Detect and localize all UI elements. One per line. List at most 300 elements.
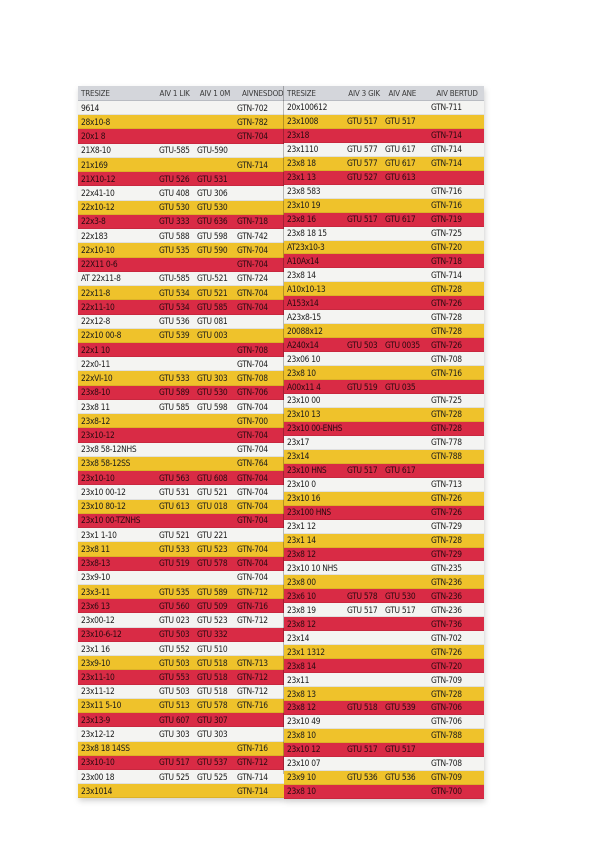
cell-g: GTN-704: [237, 486, 268, 497]
right-header-b: AIV ANE: [388, 88, 417, 98]
left-panel: [78, 86, 284, 798]
cell-a: GTU 533: [159, 373, 190, 384]
cell-size: A10Ax14: [287, 255, 319, 266]
table-row: [284, 687, 484, 701]
cell-g: GTN-708: [237, 344, 268, 355]
cell-size: 23x1014: [81, 785, 113, 796]
cell-size: 23x8 14: [287, 660, 316, 671]
cell-g: GTN-720: [431, 660, 462, 671]
cell-a: GTU 023: [159, 615, 190, 626]
cell-size: 23x10 12: [287, 744, 321, 755]
cell-b: GTU 585: [197, 301, 228, 312]
cell-b: GTU 523: [197, 543, 228, 554]
cell-a: GTU 517: [347, 604, 378, 615]
table-row: [284, 241, 484, 255]
cell-g: GTN-718: [237, 216, 268, 227]
cell-size: 23x8 12: [287, 618, 316, 629]
left-header: [78, 86, 284, 101]
cell-a: GTU 534: [159, 301, 190, 312]
table-row: [78, 357, 284, 371]
cell-g: GTN-788: [431, 451, 462, 462]
table-row: [284, 143, 484, 157]
cell-b: GTU 617: [385, 214, 416, 225]
table-row: [284, 757, 484, 771]
right-header-a: AIV 3 GIK: [348, 88, 380, 98]
table-row: [284, 213, 484, 227]
cell-g: GTN-788: [431, 730, 462, 741]
cell-size: 23x3-11: [81, 586, 111, 597]
cell-a: GTU 535: [159, 586, 190, 597]
cell-b: GTU 523: [197, 615, 228, 626]
table-row: [78, 315, 284, 329]
cell-g: GTN-704: [237, 259, 268, 270]
cell-size: 23x10 13: [287, 409, 321, 420]
cell-g: GTN-726: [431, 493, 462, 504]
cell-size: 22x183: [81, 230, 108, 241]
cell-a: GTU 539: [159, 330, 190, 341]
table-row: [284, 227, 484, 241]
cell-size: 23x10 00-TZNHS: [81, 515, 141, 526]
cell-g: GTN-718: [431, 255, 462, 266]
cell-size: 23x8 58-12SS: [81, 458, 131, 469]
cell-b: GTU 536: [385, 772, 416, 783]
table-row: [78, 756, 284, 770]
cell-size: 23x11 5-10: [81, 700, 122, 711]
cell-a: GTU 408: [159, 188, 190, 199]
cell-size: 23x11: [287, 674, 310, 685]
cell-g: GTN-708: [431, 758, 462, 769]
cell-g: GTN-716: [237, 743, 268, 754]
cell-b: GTU 517: [385, 604, 416, 615]
cell-size: 23x10 16: [287, 493, 321, 504]
cell-a: GTU 517: [347, 465, 378, 476]
cell-a: GTU 517: [159, 757, 190, 768]
table-row: [78, 784, 284, 798]
cell-g: GTN-714: [431, 269, 462, 280]
cell-size: 23x9 10: [287, 772, 316, 783]
cell-g: GTN-726: [431, 646, 462, 657]
cell-size: 23x10-10: [81, 757, 115, 768]
cell-g: GTN-235: [431, 562, 462, 573]
cell-g: GTN-711: [431, 102, 462, 113]
table-row: [284, 296, 484, 310]
cell-a: GTU 513: [159, 700, 190, 711]
cell-size: 23x10 10 NHS: [287, 562, 338, 573]
table-row: [78, 699, 284, 713]
table-row: [78, 656, 284, 670]
cell-b: GTU 525: [197, 771, 228, 782]
cell-size: 23x06 10: [287, 353, 321, 364]
table-row: [78, 742, 284, 756]
table-row: [78, 613, 284, 627]
cell-size: 21x169: [81, 159, 108, 170]
table-row: [78, 129, 284, 143]
cell-size: 22x12-8: [81, 316, 111, 327]
cell-size: 9614: [81, 102, 99, 113]
cell-size: 23x1 14: [287, 535, 316, 546]
cell-g: GTN-709: [431, 674, 462, 685]
cell-g: GTN-704: [237, 301, 268, 312]
table-row: [284, 185, 484, 199]
cell-a: GTU 518: [347, 702, 378, 713]
table-row: [78, 457, 284, 471]
cell-size: 23x8 58-12NHS: [81, 444, 137, 455]
cell-size: 23x8 18: [287, 158, 316, 169]
cell-g: GTN-712: [237, 757, 268, 768]
cell-b: GTU 578: [197, 700, 228, 711]
table-row: [78, 158, 284, 172]
left-header-a: AIV 1 LIK: [159, 88, 190, 98]
table-row: [78, 542, 284, 556]
cell-g: GTN-704: [237, 244, 268, 255]
table-row: [78, 500, 284, 514]
cell-b: GTU 306: [197, 188, 228, 199]
cell-size: 23x8 12: [287, 702, 316, 713]
table-row: [284, 338, 484, 352]
table-row: [284, 743, 484, 757]
table-row: [78, 300, 284, 314]
cell-g: GTN-714: [237, 785, 268, 796]
table-row: [284, 645, 484, 659]
table-row: [78, 770, 284, 784]
table-row: [284, 450, 484, 464]
cell-g: GTN-706: [431, 702, 462, 713]
cell-size: 23x8-12: [81, 415, 111, 426]
table-row: [284, 394, 484, 408]
table-row: [284, 380, 484, 394]
cell-g: GTN-778: [431, 437, 462, 448]
cell-g: GTN-736: [431, 618, 462, 629]
right-header: [284, 86, 484, 101]
table-row: [284, 548, 484, 562]
cell-size: 23x1008: [287, 116, 319, 127]
table-row: [78, 343, 284, 357]
cell-g: GTN-236: [431, 604, 462, 615]
cell-b: GTU 539: [385, 702, 416, 713]
cell-size: 23x8-13: [81, 558, 111, 569]
cell-size: 21X10-12: [81, 173, 116, 184]
table-row: [284, 171, 484, 185]
cell-g: GTN-724: [237, 273, 268, 284]
table-row: [78, 243, 284, 257]
cell-a: GTU 553: [159, 671, 190, 682]
cell-size: 23x8 12: [287, 548, 316, 559]
table-row: [284, 282, 484, 296]
cell-b: GTU 636: [197, 216, 228, 227]
cell-g: GTN-704: [237, 501, 268, 512]
right-header-g: AIV BERTUD: [436, 88, 478, 98]
cell-g: GTN-728: [431, 325, 462, 336]
cell-size: 23x6 10: [287, 590, 316, 601]
cell-size: 23x10 07: [287, 758, 321, 769]
cell-size: 23x18: [287, 130, 310, 141]
cell-b: GTU 518: [197, 686, 228, 697]
cell-size: 22x1 10: [81, 344, 110, 355]
table-row: [284, 785, 484, 799]
table-row: [284, 771, 484, 785]
cell-b: GTU 003: [197, 330, 228, 341]
table-row: [78, 428, 284, 442]
cell-size: 22X11 0-6: [81, 259, 118, 270]
cell-g: GTN-708: [431, 353, 462, 364]
cell-g: GTN-704: [237, 358, 268, 369]
table-row: [284, 310, 484, 324]
cell-size: 23x1 1-10: [81, 529, 117, 540]
cell-size: 23x8 14: [287, 269, 316, 280]
table-row: [284, 715, 484, 729]
cell-size: 23x10 0: [287, 479, 316, 490]
cell-g: GTN-706: [237, 387, 268, 398]
cell-size: 22x10-12: [81, 202, 115, 213]
table-row: [78, 571, 284, 585]
cell-g: GTN-700: [237, 415, 268, 426]
cell-size: 23x10-10: [81, 472, 115, 483]
cell-size: 22x11-10: [81, 301, 115, 312]
cell-size: AT23x10-3: [287, 242, 325, 252]
cell-size: 23x1 1312: [287, 646, 325, 657]
cell-g: GTN-716: [431, 200, 462, 211]
cell-size: 23x8 00: [287, 576, 316, 587]
cell-a: GTU 503: [159, 657, 190, 668]
table-row: [78, 371, 284, 385]
cell-a: GTU 560: [159, 600, 190, 611]
cell-b: GTU 530: [197, 202, 228, 213]
table-row: [78, 514, 284, 528]
cell-b: GTU 598: [197, 401, 228, 412]
cell-g: GTN-714: [237, 771, 268, 782]
cell-g: GTN-728: [431, 535, 462, 546]
table-row: [284, 157, 484, 171]
cell-size: 23x13-9: [81, 714, 111, 725]
cell-g: GTN-704: [237, 131, 268, 142]
cell-size: 23x8 13: [287, 688, 316, 699]
table-row: [284, 492, 484, 506]
cell-a: GTU 503: [347, 339, 378, 350]
cell-b: GTU 521: [197, 486, 228, 497]
cell-a: GTU 527: [347, 172, 378, 183]
cell-a: GTU 577: [347, 158, 378, 169]
cell-b: GTU 613: [385, 172, 416, 183]
cell-b: GTU 332: [197, 629, 228, 640]
cell-a: GTU 589: [159, 387, 190, 398]
cell-b: GTU 517: [385, 744, 416, 755]
cell-size: 23x8 18 14SS: [81, 743, 130, 754]
cell-g: GTN-720: [431, 242, 462, 252]
cell-a: GTU 613: [159, 501, 190, 512]
table-row: [78, 201, 284, 215]
cell-g: GTN-704: [237, 515, 268, 526]
table-row: [78, 258, 284, 272]
cell-g: GTN-782: [237, 116, 268, 127]
table-row: [284, 352, 484, 366]
left-rows: [78, 101, 284, 798]
cell-size: 23x10 00-12: [81, 486, 126, 497]
cell-a: GTU 517: [347, 744, 378, 755]
cell-size: 23x11-10: [81, 671, 115, 682]
cell-a: GTU 607: [159, 714, 190, 725]
cell-size: 22xVI-10: [81, 373, 113, 384]
cell-a: GTU 552: [159, 643, 190, 654]
table-row: [78, 528, 284, 542]
cell-size: 23x17: [287, 437, 310, 448]
cell-size: 23x9-10: [81, 572, 111, 583]
cell-g: GTN-712: [237, 671, 268, 682]
cell-g: GTN-726: [431, 339, 462, 350]
cell-size: 23x10 80-12: [81, 501, 126, 512]
left-header-g: AIVNESDOD: [241, 88, 284, 98]
cell-b: GTU 303: [197, 728, 228, 739]
cell-g: GTN-729: [431, 521, 462, 532]
cell-b: GTU 589: [197, 586, 228, 597]
cell-b: GTU 518: [197, 671, 228, 682]
cell-size: 23x8-10: [81, 387, 111, 398]
cell-size: 23x9-10: [81, 657, 111, 668]
cell-a: GTU 588: [159, 230, 190, 241]
cell-size: 23x10 49: [287, 716, 321, 727]
cell-g: GTN-236: [431, 590, 462, 601]
table-row: [284, 520, 484, 534]
table-row: [78, 115, 284, 129]
cell-a: GTU 526: [159, 173, 190, 184]
cell-g: GTN-728: [431, 409, 462, 420]
cell-size: 23x10-12: [81, 430, 115, 440]
cell-g: GTN-728: [431, 688, 462, 699]
cell-g: GTN-714: [237, 159, 268, 170]
table-row: [78, 670, 284, 684]
table-row: [284, 199, 484, 213]
table-row: [284, 729, 484, 743]
table-row: [78, 186, 284, 200]
table-row: [78, 485, 284, 499]
cell-a: GTU 519: [159, 558, 190, 569]
cell-g: GTN-716: [237, 600, 268, 611]
cell-g: GTN-706: [431, 716, 462, 727]
cell-b: GTU 617: [385, 144, 416, 155]
cell-g: GTN-714: [431, 158, 462, 169]
table-row: [284, 115, 484, 129]
table-row: [284, 534, 484, 548]
table-row: [284, 506, 484, 520]
cell-size: 23x8 18 15: [287, 228, 327, 239]
cell-a: GTU 303: [159, 728, 190, 739]
cell-b: GTU 307: [197, 714, 228, 725]
cell-size: 23x12-12: [81, 728, 115, 739]
cell-b: GTU 590: [197, 244, 228, 255]
table-row: [78, 386, 284, 400]
tire-size-chart: [78, 86, 484, 797]
cell-a: GTU 585: [159, 401, 190, 412]
table-row: [284, 422, 484, 436]
cell-size: A240x14: [287, 339, 319, 350]
cell-a: GTU 531: [159, 486, 190, 497]
table-row: [78, 642, 284, 656]
table-row: [284, 589, 484, 603]
table-row: [284, 464, 484, 478]
cell-b: GTU 608: [197, 472, 228, 483]
cell-b: GTU 0035: [385, 339, 420, 350]
table-row: [284, 673, 484, 687]
table-row: [78, 727, 284, 741]
cell-size: 22x11-8: [81, 287, 111, 298]
cell-size: 20088x12: [287, 325, 323, 336]
cell-b: GTU 018: [197, 501, 228, 512]
cell-b: GTU 598: [197, 230, 228, 241]
table-row: [78, 685, 284, 699]
cell-b: GTU 530: [197, 387, 228, 398]
cell-b: GTU 531: [197, 173, 228, 184]
table-row: [284, 603, 484, 617]
table-row: [284, 129, 484, 143]
cell-size: 23x1 12: [287, 521, 316, 532]
cell-a: GTU 521: [159, 529, 190, 540]
cell-size: 23x8 10: [287, 730, 316, 741]
table-row: [78, 272, 284, 286]
cell-a: GTU 519: [347, 381, 378, 392]
cell-size: A00x11 4: [287, 381, 321, 392]
cell-b: GTU 578: [197, 558, 228, 569]
cell-g: GTN-708: [237, 373, 268, 384]
table-row: [284, 659, 484, 673]
cell-g: GTN-728: [431, 423, 462, 434]
table-row: [284, 436, 484, 450]
cell-size: A23x8-15: [287, 311, 321, 322]
cell-size: 23x11-12: [81, 686, 115, 697]
table-row: [78, 215, 284, 229]
cell-size: 23x10 HNS: [287, 465, 327, 476]
table-row: [78, 101, 284, 115]
cell-a: GTU 536: [347, 772, 378, 783]
cell-b: GTU 537: [197, 757, 228, 768]
table-row: [78, 329, 284, 343]
cell-b: GTU-590: [197, 145, 228, 156]
cell-size: 28x10-8: [81, 116, 111, 127]
cell-g: GTN-704: [237, 401, 268, 412]
cell-g: GTN-726: [431, 507, 462, 518]
cell-size: 23x10 00: [287, 395, 321, 406]
cell-b: GTU 530: [385, 590, 416, 601]
cell-g: GTN-712: [237, 686, 268, 697]
table-row: [78, 557, 284, 571]
table-row: [284, 631, 484, 645]
cell-g: GTN-725: [431, 395, 462, 406]
cell-g: GTN-700: [431, 786, 462, 797]
table-row: [284, 701, 484, 715]
right-panel: [284, 86, 484, 799]
cell-g: GTN-728: [431, 311, 462, 322]
cell-size: 23x1 13: [287, 172, 316, 183]
cell-b: GTU 521: [197, 287, 228, 298]
cell-g: GTN-719: [431, 214, 462, 225]
cell-b: GTU 617: [385, 158, 416, 169]
table-row: [78, 172, 284, 186]
table-row: [284, 101, 484, 115]
cell-g: GTN-716: [237, 700, 268, 711]
cell-size: 22x41-10: [81, 188, 115, 199]
cell-a: GTU 536: [159, 316, 190, 327]
cell-g: GTN-729: [431, 548, 462, 559]
cell-size: 23x8 16: [287, 214, 316, 225]
cell-b: GTU 221: [197, 529, 228, 540]
cell-size: 23x00 18: [81, 771, 115, 782]
cell-g: GTN-742: [237, 230, 268, 241]
cell-size: 22x10 00-8: [81, 330, 122, 341]
cell-a: GTU 563: [159, 472, 190, 483]
cell-b: GTU 303: [197, 373, 228, 384]
table-row: [78, 713, 284, 727]
cell-g: GTN-704: [237, 472, 268, 483]
cell-size: 23x8 11: [81, 401, 110, 412]
table-row: [284, 268, 484, 282]
